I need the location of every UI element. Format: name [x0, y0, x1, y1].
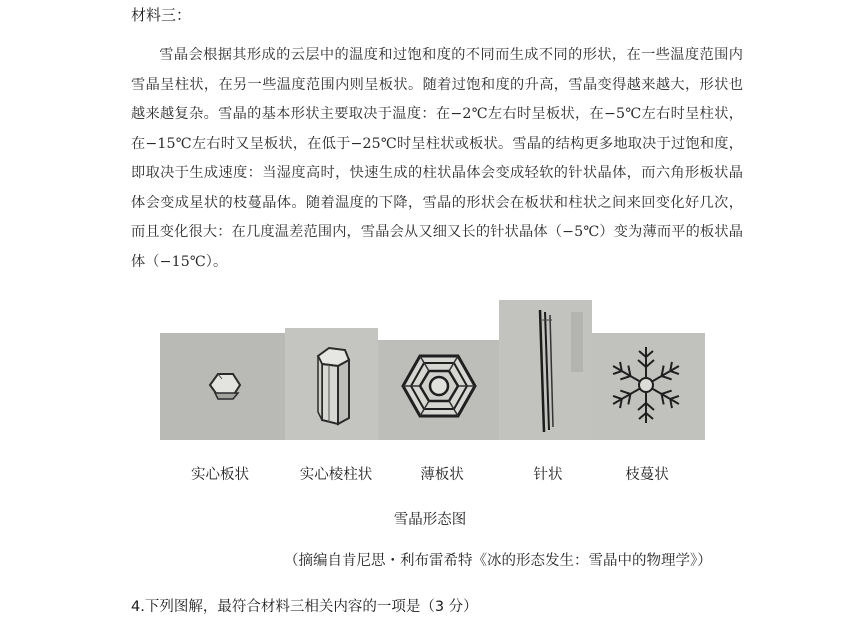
- photo-thin-plate: [378, 340, 499, 440]
- photo-solid-plate: [160, 333, 285, 440]
- source-citation: （摘编自肯尼思・利布雷希特《冰的形态发生：雪晶中的物理学》）: [284, 553, 712, 569]
- section-heading: 材料三：: [131, 6, 192, 24]
- caption-solid-plate: 实心板状: [191, 467, 249, 483]
- caption-solid-prism: 实心棱柱状: [299, 467, 373, 483]
- question-4: 4.下列图解，最符合材料三相关内容的一项是（3 分）: [131, 599, 478, 615]
- figure-title: 雪晶形态图: [393, 512, 467, 528]
- photo-solid-prism: [285, 328, 378, 440]
- caption-dendrite: 枝蔓状: [625, 467, 669, 483]
- caption-thin-plate: 薄板状: [420, 467, 464, 483]
- caption-needle: 针状: [533, 467, 563, 483]
- photo-dendrite: [592, 333, 705, 440]
- photo-needle: [499, 300, 592, 440]
- paragraph-text: 雪晶会根据其形成的云层中的温度和过饱和度的不同而生成不同的形状，在一些温度范围内雪晶呈柱状，在另一些温度范围内则呈板状。随着过饱和度的升高，雪晶变得越来越大，形状也越来越复杂。雪晶的基本形状主要取决于温度：在−2℃左右时呈板状，在−5℃左右时呈柱状，在−15℃左右时又呈板状，在低于−25℃时呈柱状或板状。雪晶的结构更多地取决于过饱和度，即取决于生成速度：当湿度高时，快速生成的柱状晶体会变成轻软的针状晶体，而六角形板状晶体会变成星状的枝蔓晶体。随着温度的下降，雪晶的形状会在板状和柱状之间来回变化好几次，而且变化很大：在几度温差范围内，雪晶会从又细又长的针状晶体（−5℃）变为薄而平的板状晶体（−15℃）。: [131, 47, 743, 270]
